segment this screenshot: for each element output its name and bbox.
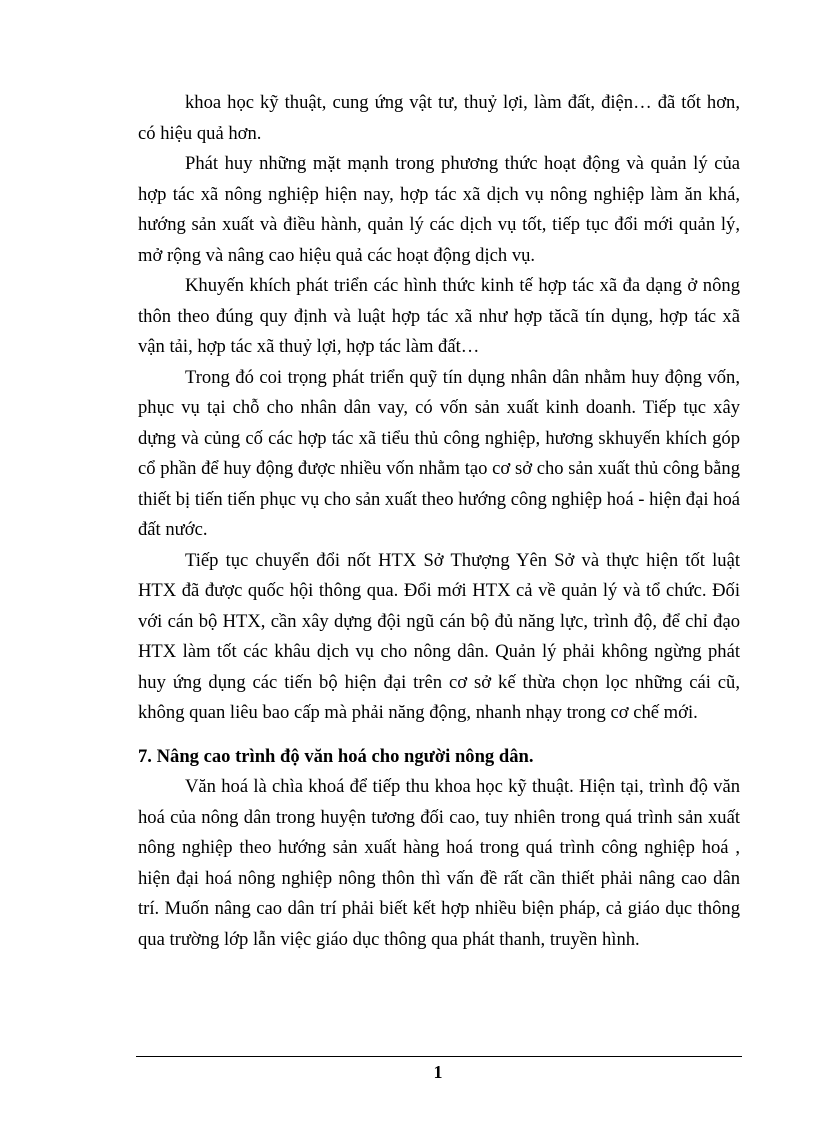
paragraph-education: Văn hoá là chìa khoá để tiếp thu khoa học kỹ thuật. Hiện tại, trình độ văn hoá của nông dân trong huyện tương đối cao, tuy nhiên trong quá trình sản xuất nông nghiệp theo hướng sản xuất hàng hoá trong quá trình công nghiệp hoá , hiện đại hoá nông nghiệp nông thôn thì vấn đề rất cần thiết phải nâng cao dân trí. Muốn nâng cao dân trí phải biết kết hợp nhiều biện pháp, cả giáo dục thông qua trường lớp lẫn việc giáo dục thông qua phát thanh, truyền hình. (138, 776, 740, 950)
paragraph-credit-funds: Trong đó coi trọng phát triển quỹ tín dụng nhân dân nhằm huy động vốn, phục vụ tại chỗ cho nhân dân vay, có vốn sản xuất kinh doanh. Tiếp tục xây dựng và củng cố các hợp tác xã tiểu thủ công nghiệp, hương skhuyến khích góp cổ phần để huy động được nhiều vốn nhằm tạo cơ sở cho sản xuất thủ công bằng thiết bị tiến tiến phục vụ cho sản xuất theo hướng công nghiệp hoá - hiện đại hoá đất nước. (138, 366, 740, 540)
page-content (138, 88, 740, 955)
paragraph-continuation: khoa học kỹ thuật, cung ứng vật tư, thuỷ lợi, làm đất, điện… đã tốt hơn, có hiệu quả hơn. (138, 92, 740, 144)
paragraph-htx-conversion: Tiếp tục chuyển đổi nốt HTX Sở Thượng Yên Sở và thực hiện tốt luật HTX đã được quốc hội thông qua. Đổi mới HTX cả về quản lý và tổ chức. Đối với cán bộ HTX, cần xây dựng đội ngũ cán bộ đủ năng lực, trình độ, để chỉ đạo HTX làm tốt các khâu dịch vụ cho nông dân. Quản lý phải không ngừng phát huy ứng dụng các tiến bộ hiện đại trên cơ sở kế thừa chọn lọc những cái cũ, không quan liêu bao cấp mà phải năng động, nhanh nhạy trong cơ chế mới. (138, 549, 740, 723)
footer-divider (136, 1056, 742, 1057)
paragraph-cooperative-forms: Khuyến khích phát triển các hình thức kinh tế hợp tác xã đa dạng ở nông thôn theo đúng quy định và luật hợp tác xã như hợp tăcã tín dụng, hợp tác xã vận tải, hợp tác xã thuỷ lợi, hợp tác làm đất… (138, 275, 740, 357)
paragraph-cooperative-strengths: Phát huy những mặt mạnh trong phương thức hoạt động và quản lý của hợp tác xã nông nghiệp hiện nay, hợp tác xã dịch vụ nông nghiệp làm ăn khá, hướng sản xuất và điều hành, quản lý các dịch vụ tốt, tiếp tục đổi mới quản lý, mở rộng và nâng cao hiệu quả các hoạt động dịch vụ. (138, 153, 740, 266)
page-number: 1 (433, 1062, 443, 1082)
section-heading: 7. Nâng cao trình độ văn hoá cho người nông dân. (138, 745, 534, 767)
